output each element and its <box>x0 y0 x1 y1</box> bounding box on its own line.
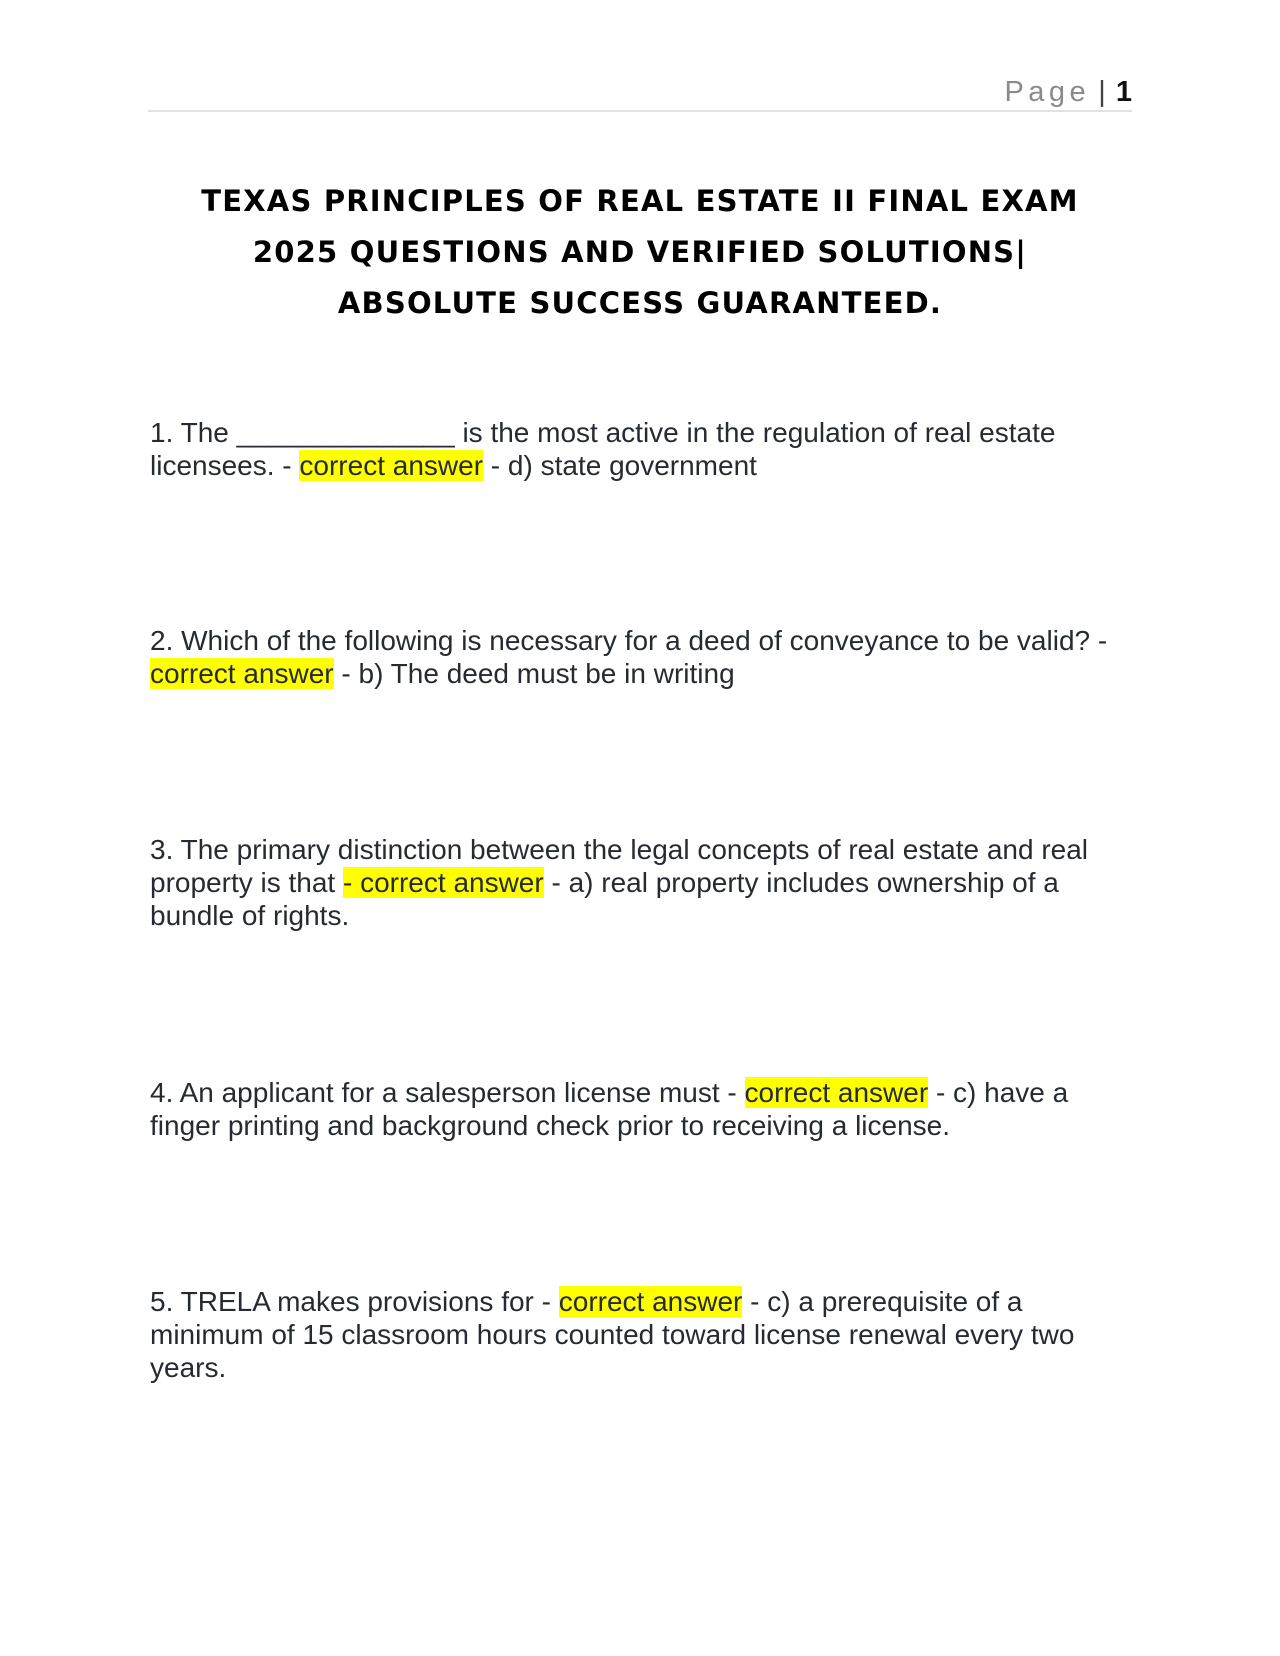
correct-answer-highlight: - correct answer <box>342 867 544 898</box>
question-4 <box>150 1076 1130 1142</box>
correct-answer-highlight: correct answer <box>299 450 484 481</box>
title-line-2: 2025 QUESTIONS AND VERIFIED SOLUTIONS| <box>252 235 1028 269</box>
question-text: 2. Which of the following is necessary for a deed of conveyance to be valid? - <box>150 625 1108 656</box>
question-5 <box>150 1285 1130 1384</box>
page-separator: | <box>1098 76 1106 108</box>
question-1 <box>150 416 1130 482</box>
page-header <box>148 74 1132 112</box>
answer-text: - b) The deed must be in writing <box>333 658 735 689</box>
question-text: 1. The ______________ is the most active in the regulation of real estate licensees. - <box>150 417 1056 481</box>
correct-answer-highlight: correct answer <box>744 1077 929 1108</box>
title-line-1: TEXAS PRINCIPLES OF REAL ESTATE II FINAL EXAM <box>201 184 1079 218</box>
question-3 <box>150 833 1130 932</box>
answer-text: - d) state government <box>483 450 757 481</box>
question-text: 4. An applicant for a salesperson license must - <box>150 1077 745 1108</box>
answer-text: - c) have a finger printing and background check prior to receiving a license. <box>150 1077 1069 1141</box>
answer-text: - a) real property includes ownership of a bundle of rights. <box>150 867 1059 931</box>
question-2 <box>150 624 1130 690</box>
document-title <box>140 176 1140 329</box>
page-number: 1 <box>1115 76 1132 108</box>
correct-answer-highlight: correct answer <box>150 658 334 689</box>
title-line-3: ABSOLUTE SUCCESS GUARANTEED. <box>337 286 943 320</box>
question-text: 3. The primary distinction between the legal concepts of real estate and real property is that <box>150 834 1089 898</box>
question-text: 5. TRELA makes provisions for - <box>150 1286 559 1317</box>
page-label: Page <box>1004 76 1091 108</box>
answer-text: - c) a prerequisite of a minimum of 15 classroom hours counted toward license renewal every two years. <box>150 1286 1075 1383</box>
correct-answer-highlight: correct answer <box>558 1286 743 1317</box>
